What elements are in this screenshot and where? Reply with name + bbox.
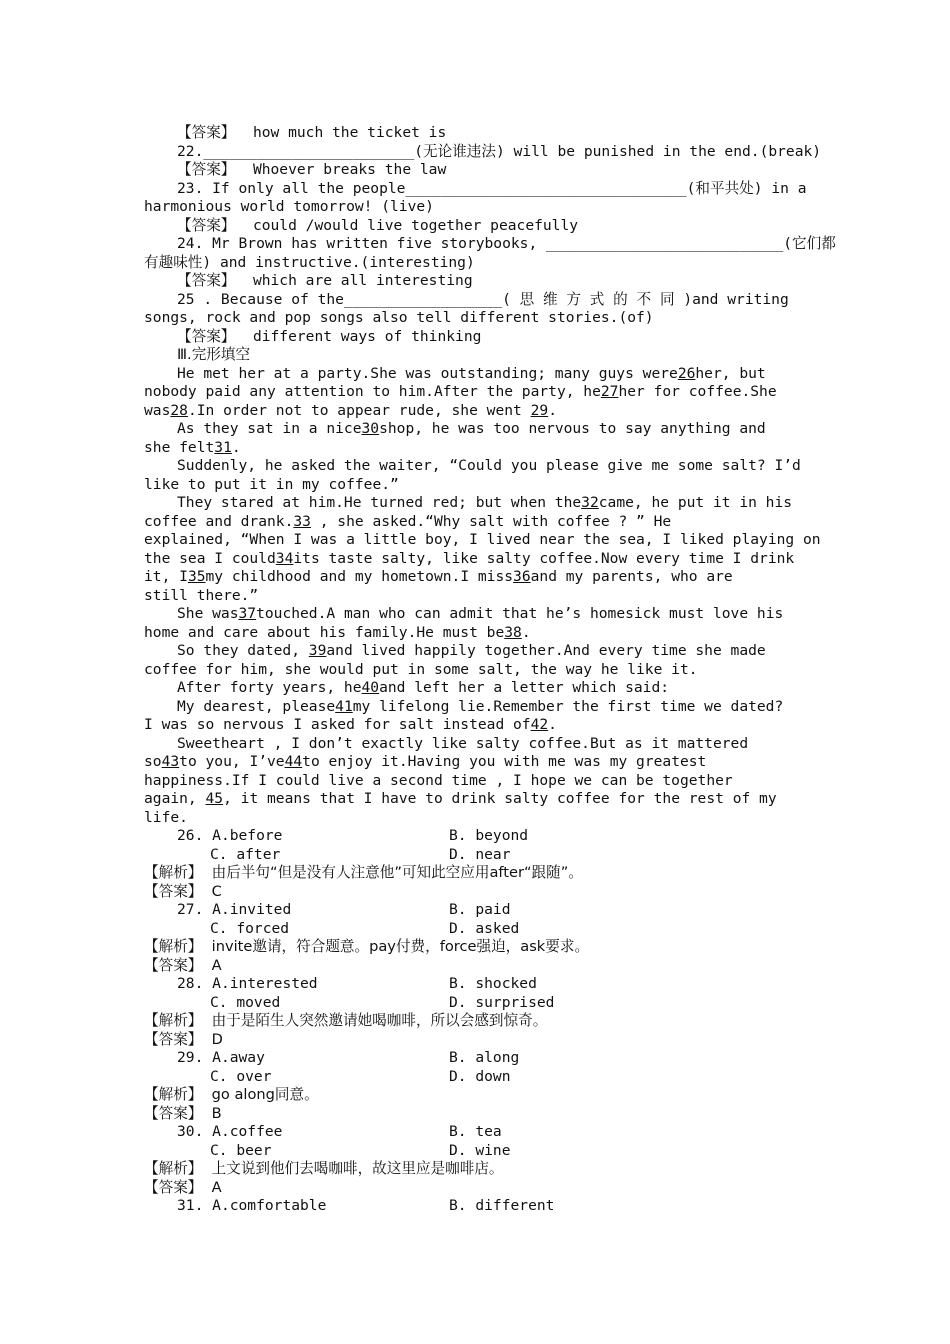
- passage-text: and my parents, who are: [530, 568, 733, 585]
- option-d: D. surprised: [449, 993, 555, 1011]
- passage-line: [144, 642, 808, 661]
- passage-text: As they sat in a nice: [177, 420, 362, 437]
- question-23: 23. If only all the people________________________________(和平共处) in a: [177, 179, 807, 197]
- passage-line: [144, 605, 808, 624]
- question-analysis: 【解析】 由后半句“但是没有人注意他”可知此空应用after“跟随”。: [144, 864, 583, 881]
- blank-31: 31: [214, 438, 232, 456]
- passage-line: [144, 420, 808, 439]
- section-heading: Ⅲ.完形填空: [177, 346, 251, 363]
- option-a: [177, 1049, 449, 1068]
- passage-line: [144, 809, 808, 828]
- question-number: 26.: [177, 827, 204, 844]
- blank-33: 33: [293, 512, 311, 530]
- passage-line: [144, 772, 808, 791]
- passage-line: [144, 383, 808, 402]
- passage-line: [144, 735, 808, 754]
- option-a: [177, 827, 449, 846]
- question-answer: 【答案】 A: [144, 1178, 222, 1196]
- blank-45: 45: [205, 790, 224, 807]
- passage-text: to you, I’ve: [179, 753, 285, 770]
- document-page: [144, 124, 836, 1216]
- blank-34: 34: [275, 549, 294, 567]
- option-d: D. down: [449, 1067, 511, 1085]
- options-row-2: [144, 846, 808, 865]
- passage-line: [144, 753, 808, 772]
- answer-24: 【答案】 which are all interesting: [177, 272, 473, 289]
- question-number: 29.: [177, 1049, 204, 1066]
- question-analysis: 【解析】 invite邀请，符合题意。pay付费，force强迫，ask要求。: [144, 938, 590, 955]
- passage-text: , it means that I have to drink salty coffee for the rest of my: [223, 790, 777, 807]
- option-b: B. along: [449, 1049, 520, 1066]
- passage-line: [144, 513, 808, 532]
- passage-text: its taste salty, like salty coffee.Now every time I drink: [293, 549, 795, 567]
- passage-text: came, he put it in his: [598, 494, 793, 511]
- options-row-2: [144, 920, 808, 939]
- passage-text: her for coffee.She: [618, 383, 777, 400]
- question-23-cont: harmonious world tomorrow! (live): [144, 198, 434, 215]
- question-number: 28.: [177, 975, 204, 992]
- option-b: B. beyond: [449, 827, 529, 844]
- blank-40: 40: [361, 679, 380, 696]
- blank-32: 32: [581, 494, 599, 511]
- blank-27: 27: [600, 383, 619, 400]
- passage-text: Sweetheart , I don’t exactly like salty coffee.But as it mattered: [177, 734, 749, 752]
- option-a-text: A.interested: [212, 975, 318, 992]
- answer-22: 【答案】 Whoever breaks the law: [177, 161, 447, 178]
- options-row-2: [144, 1068, 808, 1087]
- option-a: [177, 901, 449, 920]
- passage-line: [144, 531, 821, 550]
- question-list: [144, 827, 808, 1216]
- option-d: D. wine: [449, 1141, 511, 1159]
- option-a: [177, 975, 449, 994]
- passage-text: life.: [144, 808, 188, 826]
- option-a-text: A.coffee: [212, 1123, 283, 1140]
- option-d: D. asked: [449, 919, 520, 937]
- question-25-cont: songs, rock and pop songs also tell different stories.(of): [144, 309, 654, 326]
- options-row-2: [144, 994, 808, 1013]
- answer-21: 【答案】 how much the ticket is: [177, 124, 447, 141]
- passage-text: like to put it in my coffee.”: [144, 475, 399, 493]
- option-b: B. paid: [449, 901, 511, 918]
- passage-text: home and care about his family.He must be: [144, 623, 505, 641]
- passage-text: They stared at him.He turned red; but when the: [177, 494, 582, 511]
- passage-text: .: [548, 401, 557, 419]
- option-b: B. different: [449, 1197, 555, 1214]
- option-a-text: A.before: [212, 827, 283, 844]
- passage-text: again,: [144, 790, 206, 807]
- question-analysis: 【解析】 由于是陌生人突然邀请她喝咖啡，所以会感到惊奇。: [144, 1012, 548, 1029]
- question-22: 22.________________________(无论谁违法) will be punished in the end.(break): [177, 142, 822, 160]
- question-number: 30.: [177, 1123, 204, 1140]
- option-a: [177, 1123, 449, 1142]
- passage-text: After forty years, he: [177, 679, 362, 696]
- passage-text: and lived happily together.And every time she made: [326, 642, 766, 659]
- options-row-1: [144, 975, 808, 994]
- option-b: B. tea: [449, 1123, 502, 1140]
- passage-line: [144, 365, 808, 384]
- passage-text: to enjoy it.Having you with me was my greatest: [302, 753, 707, 770]
- passage-text: He met her at a party.She was outstanding; many guys were: [177, 364, 678, 382]
- options-row-1: [144, 827, 808, 846]
- blank-30: 30: [361, 420, 380, 437]
- passage-line: [144, 790, 808, 809]
- passage-text: She was: [177, 605, 239, 622]
- passage-text: and left her a letter which said:: [379, 679, 670, 696]
- cloze-passage: [144, 364, 821, 828]
- option-b: B. shocked: [449, 975, 537, 992]
- passage-line: [144, 550, 808, 569]
- passage-line: [144, 402, 808, 421]
- blank-29: 29: [530, 401, 549, 419]
- options-row-1: [144, 1123, 808, 1142]
- options-row-1: [144, 901, 808, 920]
- blank-28: 28: [170, 401, 188, 419]
- blank-26: 26: [677, 364, 696, 382]
- passage-text: she felt: [144, 438, 215, 456]
- passage-text: my childhood and my hometown.I miss: [205, 568, 514, 585]
- passage-line: [144, 476, 808, 495]
- blank-35: 35: [187, 568, 206, 585]
- passage-text: the sea I could: [144, 549, 276, 567]
- option-c: C. over: [210, 1067, 272, 1085]
- blank-39: 39: [308, 642, 327, 659]
- blank-37: 37: [238, 605, 257, 622]
- passage-line: [144, 587, 808, 606]
- question-analysis: 【解析】 go along同意。: [144, 1086, 319, 1103]
- passage-line: [144, 716, 808, 735]
- option-a-text: A.invited: [212, 901, 292, 918]
- option-c: C. moved: [210, 993, 281, 1011]
- passage-text: so: [144, 753, 162, 770]
- passage-line: [144, 624, 808, 643]
- passage-line: [144, 661, 808, 680]
- passage-text: still there.”: [144, 586, 259, 604]
- passage-line: [144, 439, 808, 458]
- option-c: C. after: [210, 845, 281, 863]
- question-24: 24. Mr Brown has written five storybooks, ___________________________(它们都: [177, 235, 836, 252]
- option-c: C. forced: [210, 919, 290, 937]
- blank-36: 36: [513, 568, 531, 585]
- passage-text: Suddenly, he asked the waiter, “Could you please give me some salt? I’d: [177, 457, 801, 474]
- passage-line: [144, 679, 808, 698]
- option-c: C. beer: [210, 1141, 272, 1159]
- passage-text: I was so nervous I asked for salt instead of: [144, 716, 531, 733]
- passage-line: [144, 568, 808, 587]
- passage-text: .: [548, 716, 557, 733]
- passage-text: , she asked.“Why salt with coffee ? ” He: [310, 512, 672, 530]
- options-row-1: [144, 1197, 808, 1216]
- passage-text: shop, he was too nervous to say anything and: [379, 420, 766, 437]
- passage-text: coffee for him, she would put in some salt, the way he like it.: [144, 660, 698, 678]
- answer-23: 【答案】 could /would live together peacefully: [177, 216, 579, 234]
- passage-line: [144, 457, 808, 476]
- passage-text: nobody paid any attention to him.After the party, he: [144, 383, 601, 400]
- question-24-cont: 有趣味性) and instructive.(interesting): [144, 253, 475, 271]
- question-answer: 【答案】 D: [144, 1030, 223, 1048]
- blank-42: 42: [530, 716, 549, 733]
- option-a: [177, 1197, 449, 1216]
- passage-text: My dearest, please: [177, 697, 336, 715]
- passage-text: .In order not to appear rude, she went: [187, 401, 531, 419]
- options-row-1: [144, 1049, 808, 1068]
- option-a-text: A.away: [212, 1049, 265, 1066]
- passage-text: .: [521, 623, 531, 641]
- passage-text: happiness.If I could live a second time , I hope we can be together: [144, 771, 733, 789]
- passage-line: [144, 698, 808, 717]
- passage-text: So they dated,: [177, 642, 309, 659]
- options-row-2: [144, 1142, 808, 1161]
- question-answer: 【答案】 B: [144, 1104, 222, 1122]
- question-number: 31.: [177, 1197, 204, 1214]
- passage-text: touched.A man who can admit that he’s homesick must love his: [256, 605, 784, 622]
- passage-text: her, but: [695, 364, 766, 382]
- passage-line: [144, 494, 808, 513]
- passage-text: coffee and drank.: [144, 512, 294, 530]
- question-analysis: 【解析】 上文说到他们去喝咖啡，故这里应是咖啡店。: [144, 1160, 504, 1177]
- passage-text: my lifelong lie.Remember the first time we dated?: [352, 697, 784, 715]
- option-d: D. near: [449, 845, 511, 863]
- blank-44: 44: [284, 753, 303, 770]
- option-a-text: A.comfortable: [212, 1197, 327, 1214]
- blank-43: 43: [161, 753, 180, 770]
- passage-text: it, I: [144, 568, 188, 585]
- passage-text: was: [144, 401, 171, 419]
- blank-38: 38: [504, 623, 522, 641]
- blank-41: 41: [335, 697, 353, 715]
- question-answer: 【答案】 C: [144, 882, 222, 900]
- passage-text: .: [231, 438, 241, 456]
- passage-text: explained, “When I was a little boy, I lived near the sea, I liked playing on: [144, 531, 821, 548]
- question-answer: 【答案】 A: [144, 956, 222, 974]
- question-number: 27.: [177, 901, 204, 918]
- question-25: 25 . Because of the__________________( 思 维 方 式 的 不 同 )and writing: [177, 290, 789, 308]
- answer-25: 【答案】 different ways of thinking: [177, 327, 482, 345]
